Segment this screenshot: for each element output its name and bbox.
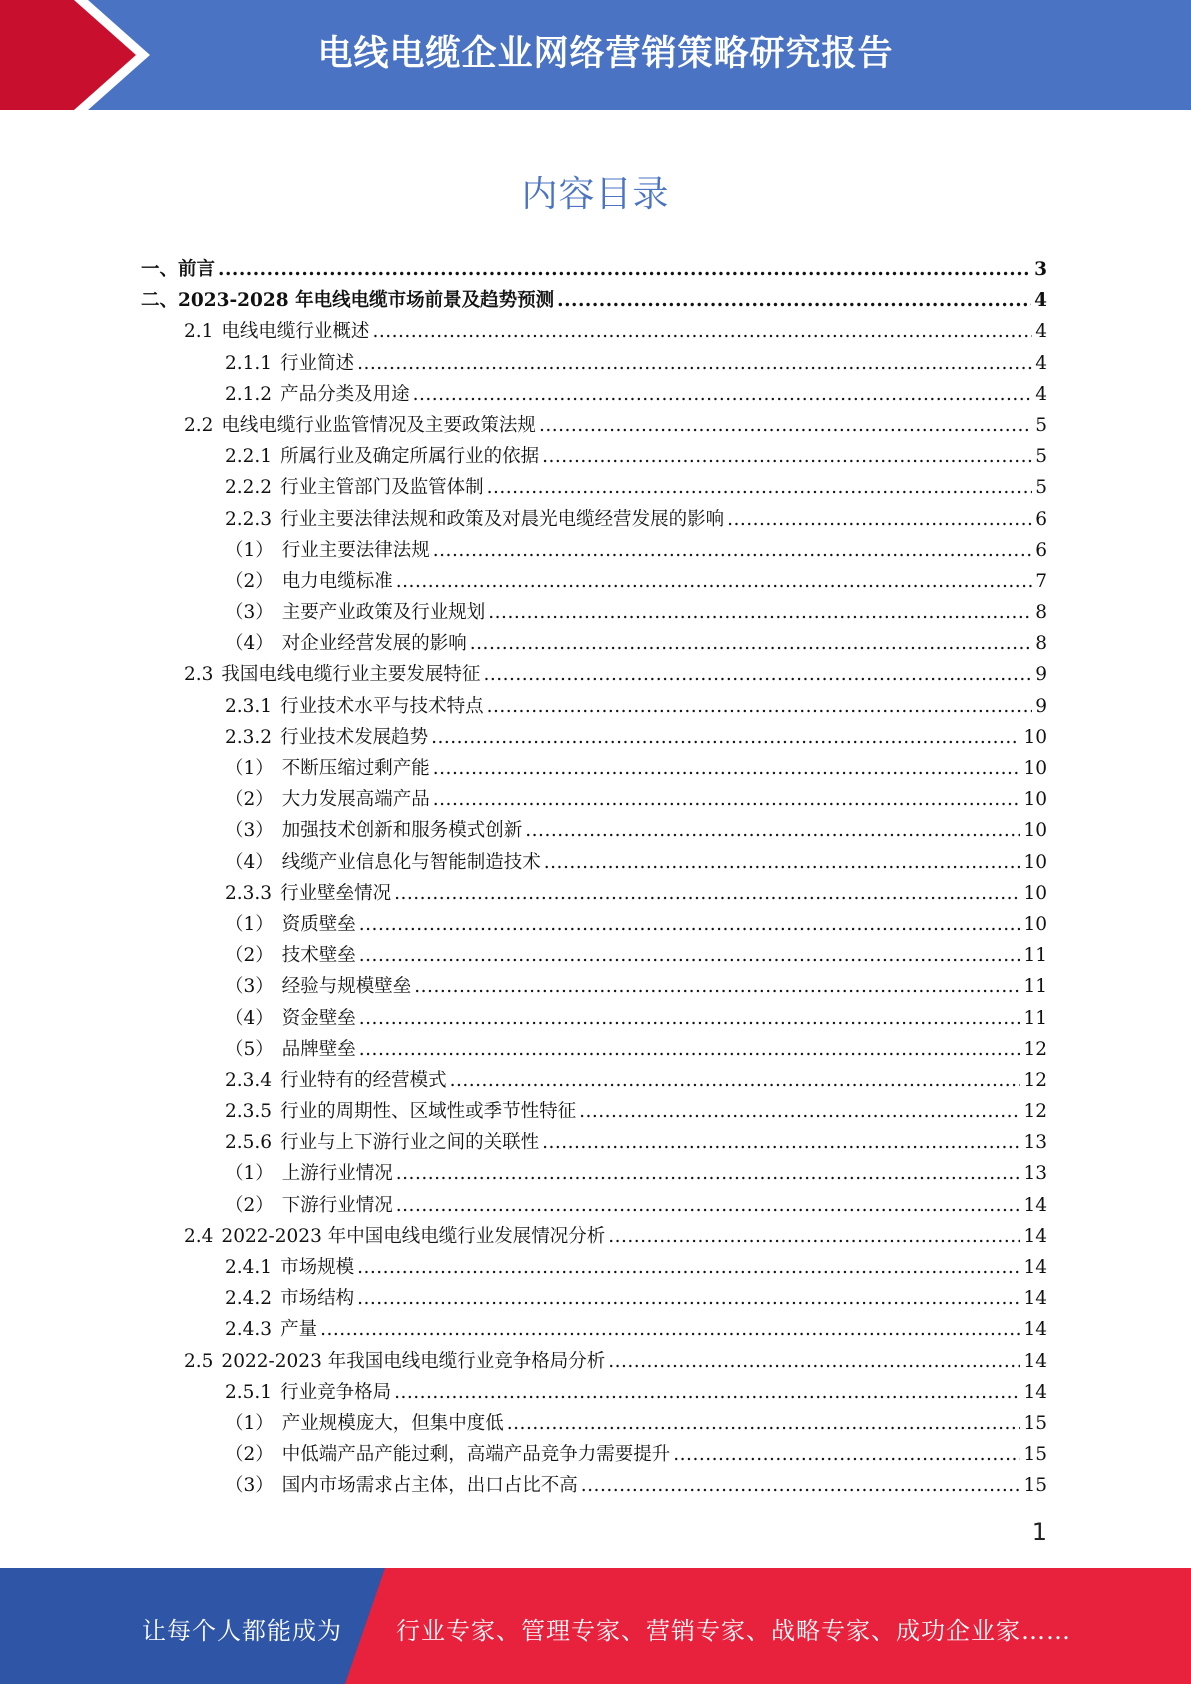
toc-entry-number: （2） [225,1194,274,1216]
toc-dot-leader [359,1008,1021,1029]
toc-entry-number: （2） [225,789,274,811]
toc-entry[interactable] [141,598,1047,629]
toc-entry-page: 4 [1035,321,1047,343]
toc-dot-leader [488,602,1032,623]
toc-entry[interactable] [141,1471,1047,1502]
toc-entry-number: 2.2 [184,414,214,436]
toc-entry-number: （3） [225,1475,274,1497]
toc-entry-page: 3 [1034,259,1047,280]
toc-entry[interactable] [141,317,1047,348]
toc-entry-number: 2.4.3 [225,1319,273,1341]
toc-entry-title: 产业规模庞大，但集中度低 [281,1412,504,1434]
toc-entry-title: 行业简述 [280,352,355,374]
toc-dot-leader [470,633,1032,654]
toc-entry-title: 加强技术创新和服务模式创新 [281,820,523,842]
toc-entry-number: 2.3.5 [225,1101,273,1123]
toc-entry-number: 2.4.2 [225,1288,273,1310]
toc-entry-page: 14 [1023,1350,1047,1372]
toc-entry-number: 2.1 [184,321,214,343]
toc-entry-title: 对企业经营发展的影响 [281,633,467,655]
toc-entry-page: 4 [1035,352,1047,374]
toc-entry-number: 2.3.2 [225,726,273,748]
toc-entry-page: 14 [1023,1225,1047,1247]
toc-entry[interactable] [141,1222,1047,1253]
footer-banner [0,1568,1191,1684]
toc-entry-number: 二、 [141,290,179,312]
toc-entry-number: （4） [225,633,274,655]
toc-entry-page: 6 [1035,539,1047,561]
toc-entry-page: 10 [1023,913,1047,935]
toc-entry-title: 电线电缆行业概述 [221,321,370,343]
toc-entry[interactable] [141,1004,1047,1035]
toc-dot-leader [581,1475,1021,1496]
toc-dot-leader [608,1351,1020,1372]
toc-entry-number: （4） [225,1007,274,1029]
toc-entry-page: 14 [1023,1381,1047,1403]
toc-dot-leader [414,976,1020,997]
toc-entry[interactable] [141,380,1047,411]
toc-entry-title: 行业壁垒情况 [280,882,392,904]
toc-entry-page: 4 [1035,383,1047,405]
toc-entry-title: 产品分类及用途 [280,383,410,405]
toc-dot-leader [450,1070,1021,1091]
toc-entry-title: 中低端产品产能过剩，高端产品竞争力需要提升 [281,1444,671,1466]
toc-entry-title: 产量 [280,1319,318,1341]
toc-entry-title: 市场结构 [280,1288,355,1310]
toc-entry[interactable] [141,1128,1047,1159]
toc-entry-title: 品牌壁垒 [281,1038,356,1060]
toc-entry-page: 7 [1035,570,1047,592]
toc-entry-title: 主要产业政策及行业规划 [281,602,486,624]
toc-entry[interactable] [141,723,1047,754]
toc-entry-number: 2.2.1 [225,446,273,468]
toc-dot-leader [487,696,1033,717]
toc-entry-title: 大力发展高端产品 [281,789,430,811]
toc-entry[interactable] [141,411,1047,442]
toc-entry-page: 13 [1023,1132,1047,1154]
toc-entry-page: 8 [1035,602,1047,624]
toc-dot-leader [579,1101,1020,1122]
toc-entry[interactable] [141,692,1047,723]
toc-entry-number: （2） [225,570,274,592]
toc-entry-page: 15 [1023,1475,1047,1497]
toc-entry-title: 行业主要法律法规和政策及对晨光电缆经营发展的影响 [280,508,725,530]
toc-dot-leader [557,290,1031,311]
toc-entry-number: （1） [225,1163,274,1185]
toc-entry-title: 经验与规模壁垒 [281,976,412,998]
toc-entry-number: （3） [225,820,274,842]
toc-entry[interactable] [141,1347,1047,1378]
toc-entry-page: 6 [1035,508,1047,530]
toc-entry-title: 行业主管部门及监管体制 [280,477,484,499]
toc-entry-number: 2.2.2 [225,477,273,499]
toc-entry-number: （1） [225,758,274,779]
toc-entry[interactable] [141,754,1047,785]
toc-entry-page: 14 [1023,1257,1047,1278]
toc-entry[interactable] [141,1066,1047,1097]
toc-entry-page: 5 [1035,477,1047,499]
toc-entry[interactable] [141,848,1047,879]
toc-entry-title: 国内市场需求占主体，出口占比不高 [281,1475,578,1497]
toc-entry-number: （1） [225,539,274,561]
toc-dot-leader [507,1413,1021,1434]
toc-entry-page: 11 [1023,945,1047,967]
toc-entry-number: 2.3 [184,664,214,686]
toc-dot-leader [542,1132,1020,1153]
toc-entry[interactable] [141,1191,1047,1222]
toc-entry-page: 12 [1023,1038,1047,1060]
toc-entry-title: 2023-2028 年电线电缆市场前景及趋势预测 [178,290,555,312]
toc-entry[interactable] [141,910,1047,941]
toc-entry-title: 行业的周期性、区域性或季节性特征 [280,1101,577,1123]
toc-entry-title: 资金壁垒 [281,1007,356,1029]
toc-entry-title: 下游行业情况 [281,1194,393,1216]
toc-entry-number: （1） [225,1412,274,1434]
toc-entry-title: 资质壁垒 [281,913,356,935]
toc-entry[interactable] [141,505,1047,536]
toc-entry[interactable] [141,1315,1047,1346]
header-banner [0,0,1191,110]
toc-entry-title: 2022-2023 年中国电线电缆行业发展情况分析 [221,1225,606,1247]
toc-entry-title: 行业主要法律法规 [281,539,430,561]
toc-entry-number: 2.5.1 [225,1381,273,1403]
toc-entry[interactable] [141,536,1047,567]
toc-dot-leader [608,1226,1020,1247]
toc-entry-title: 电力电缆标准 [281,570,393,592]
toc-entry-page: 14 [1023,1194,1047,1216]
toc-entry-number: 一、 [141,259,179,280]
toc-dot-leader [396,1195,1021,1216]
toc-entry-page: 12 [1023,1069,1047,1091]
toc-entry-title: 行业技术发展趋势 [280,726,429,748]
toc-entry-title: 我国电线电缆行业主要发展特征 [221,664,481,686]
toc-entry-page: 10 [1023,851,1047,873]
toc-dot-leader [359,1039,1021,1060]
toc-entry-page: 10 [1023,789,1047,811]
toc-entry-title: 不断压缩过剩产能 [281,758,430,779]
toc-entry-title: 所属行业及确定所属行业的依据 [280,446,540,468]
toc-entry-page: 12 [1023,1101,1047,1123]
toc-entry-page: 5 [1035,446,1047,468]
toc-entry-title: 行业与上下游行业之间的关联性 [280,1132,540,1154]
toc-entry[interactable] [141,1378,1047,1409]
toc-dot-leader [218,259,1031,280]
toc-entry-number: 2.4.1 [225,1257,273,1278]
toc-entry-page: 15 [1023,1412,1047,1434]
toc-dot-leader [542,446,1032,467]
toc-dot-leader [487,477,1033,498]
toc-entry[interactable] [141,286,1047,317]
toc-entry-number: （3） [225,602,274,624]
toc-entry[interactable] [141,629,1047,660]
toc-entry-number: 2.2.3 [225,508,273,530]
toc-entry[interactable] [141,473,1047,504]
toc-entry[interactable] [141,1284,1047,1315]
page-number: 1 [1031,1518,1047,1546]
toc-entry-page: 9 [1035,664,1047,686]
toc-entry-page: 4 [1034,290,1047,312]
toc-entry[interactable] [141,785,1047,816]
toc-dot-leader [525,820,1020,841]
toc-entry-page: 15 [1023,1444,1047,1466]
toc-entry[interactable] [141,442,1047,473]
toc-entry-page: 14 [1023,1319,1047,1341]
toc-entry-number: （2） [225,1444,274,1466]
toc-entry[interactable] [141,1253,1047,1284]
toc-entry-title: 线缆产业信息化与智能制造技术 [281,851,541,873]
toc-entry-title: 前言 [178,259,216,280]
table-of-contents [141,255,1047,1503]
toc-entry-page: 10 [1023,820,1047,842]
footer-slogan-left: 让每个人都能成为 [142,1617,342,1645]
toc-entry-page: 10 [1023,758,1047,779]
toc-entry[interactable] [141,660,1047,691]
toc-entry-page: 11 [1023,976,1047,998]
toc-entry-number: 2.4 [184,1225,214,1247]
footer-slogan-right: 行业专家、管理专家、营销专家、战略专家、成功企业家…… [396,1617,1071,1645]
toc-entry[interactable] [141,1440,1047,1471]
toc-entry-number: 2.5 [184,1350,214,1372]
toc-dot-leader [396,571,1032,592]
toc-entry-number: （3） [225,976,274,998]
toc-entry-title: 2022-2023 年我国电线电缆行业竞争格局分析 [221,1350,606,1372]
toc-dot-leader [359,945,1021,966]
toc-entry-page: 5 [1035,414,1047,436]
toc-dot-leader [673,1444,1020,1465]
toc-entry[interactable] [141,972,1047,1003]
toc-dot-leader [539,415,1032,436]
toc-dot-leader [394,883,1020,904]
toc-entry-number: 2.5.6 [225,1132,273,1154]
toc-dot-leader [413,384,1033,405]
toc-entry-number: （2） [225,945,274,967]
toc-dot-leader [394,1382,1020,1403]
toc-entry[interactable] [141,1159,1047,1190]
toc-dot-leader [357,353,1032,374]
toc-entry-title: 行业特有的经营模式 [280,1069,447,1091]
toc-entry[interactable] [141,879,1047,910]
toc-entry-number: 2.3.3 [225,882,273,904]
toc-entry-title: 技术壁垒 [281,945,356,967]
toc-entry-number: （5） [225,1038,274,1060]
toc-dot-leader [357,1288,1020,1309]
toc-dot-leader [727,509,1032,530]
toc-dot-leader [544,852,1021,873]
toc-entry[interactable] [141,816,1047,847]
toc-entry[interactable] [141,567,1047,598]
toc-entry-number: 2.1.1 [225,352,273,374]
toc-entry-page: 10 [1023,726,1047,748]
document-title: 电线电缆企业网络营销策略研究报告 [317,34,894,74]
toc-entry-page: 14 [1023,1288,1047,1310]
toc-entry-page: 9 [1035,695,1047,717]
toc-entry[interactable] [141,1097,1047,1128]
toc-entry-number: 2.3.1 [225,695,273,717]
toc-entry-page: 13 [1023,1163,1047,1185]
toc-entry-title: 电线电缆行业监管情况及主要政策法规 [221,414,536,436]
toc-dot-leader [372,321,1032,342]
toc-dot-leader [483,664,1032,685]
toc-entry[interactable] [141,349,1047,380]
toc-entry-page: 8 [1035,633,1047,655]
toc-entry-number: 2.3.4 [225,1069,273,1091]
toc-entry-number: （1） [225,913,274,935]
toc-dot-leader [433,758,1021,779]
toc-entry-title: 行业竞争格局 [280,1381,392,1403]
toc-entry[interactable] [141,941,1047,972]
toc-entry-page: 11 [1023,1007,1047,1029]
toc-entry[interactable] [141,255,1047,286]
toc-dot-leader [359,914,1021,935]
toc-dot-leader [396,1163,1021,1184]
toc-entry-page: 10 [1023,882,1047,904]
toc-entry-number: （4） [225,851,274,873]
toc-heading: 内容目录 [521,174,670,215]
toc-dot-leader [320,1319,1020,1340]
toc-entry-title: 行业技术水平与技术特点 [280,695,484,717]
toc-entry[interactable] [141,1409,1047,1440]
toc-entry[interactable] [141,1035,1047,1066]
toc-entry-title: 上游行业情况 [281,1163,393,1185]
toc-dot-leader [357,1257,1020,1278]
toc-entry-number: 2.1.2 [225,383,273,405]
toc-dot-leader [433,789,1021,810]
toc-dot-leader [431,727,1020,748]
toc-dot-leader [433,540,1032,561]
toc-entry-title: 市场规模 [280,1257,355,1278]
